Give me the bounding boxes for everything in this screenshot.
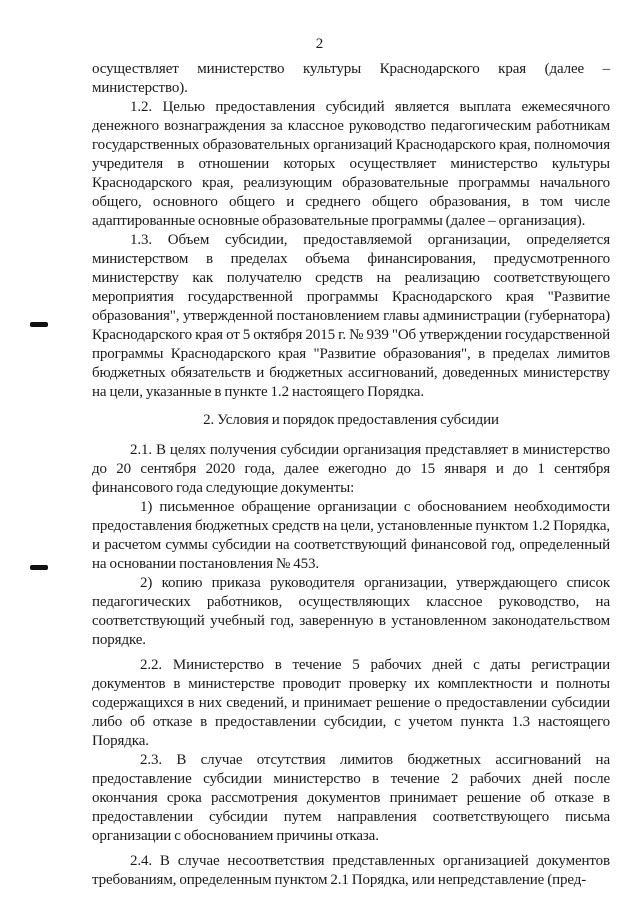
section-heading: 2. Условия и порядок предоставления субсидии — [203, 412, 499, 428]
list-item-1: 1) письменное обращение организации с обоснованием необходимости предоставления бюджетных средств на цели, установленные пунктом 1.2 Порядка, и расчетом суммы субсидии на соответствующий финансовой год, определенный на основании постановления № 453. — [92, 499, 610, 572]
paragraph-2-2: 2.2. Министерство в течение 5 рабочих дней с даты регистрации документов в министерстве проводит проверку их комплектности и полноты содержащихся в них сведений, и принимает решение о предоставлении субсидии либо об отказе в предоставлении субсидии, с учетом пункта 1.3 настоящего Порядка. — [92, 657, 610, 749]
paragraph-2-3: 2.3. В случае отсутствия лимитов бюджетных ассигнований на предоставление субсидии министерство в течение 2 рабочих дней после окончания срока рассмотрения документов принимает решение об отказе в предоставлении субсидии путем направления соответствующего письма организации с обоснованием причины отказа. — [92, 752, 610, 844]
document-body — [92, 60, 610, 890]
list-item-2: 2) копию приказа руководителя организации, утверждающего список педагогических работников, осуществляющих классное руководство, на соответствующий учебный год, заверенную в установленном законодательством порядке. — [92, 575, 610, 648]
paragraph-continuation: осуществляет министерство культуры Краснодарского края (далее – министерство). — [92, 61, 610, 96]
page-number: 2 — [315, 36, 324, 52]
paragraph-1-3: 1.3. Объем субсидии, предоставляемой организации, определяется министерством в пределах объема финансирования, предусмотренного министерству как получателю средств на реализацию соответствующего мероприятия государственной программы Краснодарского края "Развитие образования", утвержденной постановлением главы администрации (губернатора) Краснодарского края от 5 октября 2015 г. № 939 "Об утверждении государственной программы Краснодарского края "Развитие образования", в пределах лимитов бюджетных обязательств и бюджетных ассигнований, доведенных министерству на цели, указанные в пункте 1.2 настоящего Порядка. — [92, 232, 610, 400]
paragraph-2-1: 2.1. В целях получения субсидии организация представляет в министерство до 20 сентября 2020 года, далее ежегодно до 15 января и до 1 сентября финансового года следующие документы: — [92, 442, 610, 496]
margin-mark — [30, 322, 48, 327]
paragraph-2-4: 2.4. В случае несоответствия представленных организацией документов требованиям, определенным пунктом 2.1 Порядка, или непредставление (пред- — [92, 853, 610, 888]
paragraph-1-2: 1.2. Целью предоставления субсидий является выплата ежемесячного денежного вознаграждения за классное руководство педагогическим работникам государственных образовательных организаций Краснодарского края, полномочия учредителя в отношении которых осуществляет министерство культуры Краснодарского края, реализующим образовательные программы начального общего, основного общего и среднего общего образования, в том числе адаптированные основные образовательные программы (далее – организация). — [92, 99, 610, 229]
margin-mark — [30, 565, 48, 570]
